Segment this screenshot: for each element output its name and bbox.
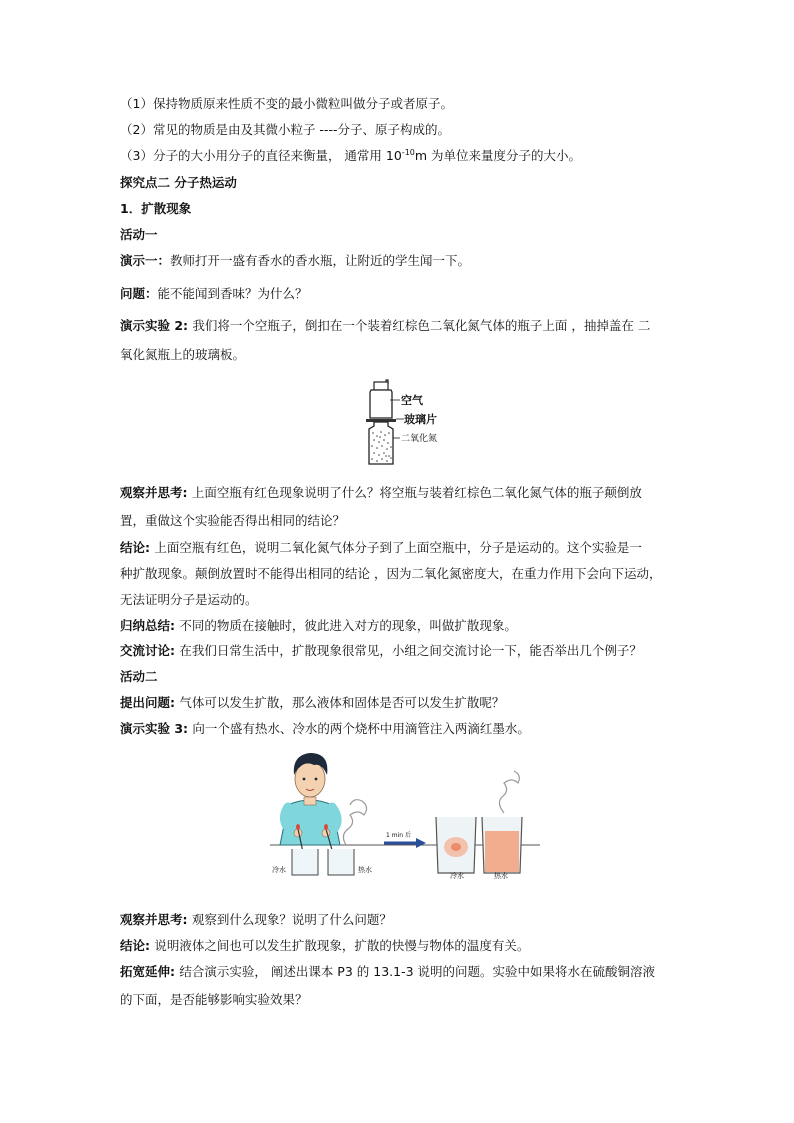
conclusion-1-line-3: 无法证明分子是运动的。 xyxy=(120,592,258,607)
label-hot-water-2: 热水 xyxy=(494,872,508,880)
demo-2-line-2: 氧化氮瓶上的玻璃板。 xyxy=(120,347,246,362)
activity-1-heading: 活动一 xyxy=(120,227,158,242)
discussion: 交流讨论: 在我们日常生活中，扩散现象很常见，小组之间交流讨论一下，能否举出几个例子？ xyxy=(120,643,642,658)
demo-3: 演示实验 3: 向一个盛有热水、冷水的两个烧杯中用滴管注入两滴红墨水。 xyxy=(120,721,530,736)
observe-2: 观察并思考: 观察到什么现象？说明了什么问题？ xyxy=(120,912,392,927)
text-line-1: （1）保持物质原来性质不变的最小微粒叫做分子或者原子。 xyxy=(120,96,453,111)
label-cold-water-2: 冷水 xyxy=(450,872,464,880)
text-line-2: （2）常见的物质是由及其微小粒子 ----分子、原子构成的。 xyxy=(120,122,450,137)
section-heading: 探究点二 分子热运动 xyxy=(120,175,237,190)
gas-diffusion-figure xyxy=(360,378,470,470)
arrow-right-icon xyxy=(416,838,426,848)
label-air: 空气 xyxy=(401,394,423,407)
observe-1-line-2: 置，重做这个实验能否得出相同的结论？ xyxy=(120,513,346,528)
activity-2-heading: 活动二 xyxy=(120,669,158,684)
label-glass-plate: 玻璃片 xyxy=(404,413,437,426)
demo-2-line-1: 演示实验 2: 我们将一个空瓶子，倒扣在一个装着红棕色二氧化氮气体的瓶子上面 ，抽掉盖在 二 xyxy=(120,318,651,333)
liquid-diffusion-figure xyxy=(270,745,540,880)
extension-line-2: 的下面，是否能够影响实验效果？ xyxy=(120,992,308,1007)
label-no2: 二氧化氮 xyxy=(401,434,438,444)
student-illustration xyxy=(280,753,340,845)
conclusion-1-line-1: 结论: 上面空瓶有红色，说明二氧化氮气体分子到了上面空瓶中，分子是运动的。这个实验是一 xyxy=(120,540,642,555)
question-2: 提出问题: 气体可以发生扩散，那么液体和固体是否可以发生扩散呢？ xyxy=(120,695,505,710)
label-time: 1 min 后 xyxy=(386,832,411,839)
conclusion-1-line-2: 种扩散现象。颠倒放置时不能得出相同的结论 ，因为二氧化氮密度大，在重力作用下会向下运动， xyxy=(120,566,662,581)
observe-1-line-1: 观察并思考: 上面空瓶有红色现象说明了什么？将空瓶与装着红棕色二氧化氮气体的瓶子颠倒放 xyxy=(120,485,642,500)
question-1: 问题：能不能闻到香味？为什么？ xyxy=(120,286,308,301)
extension-line-1: 拓宽延伸: 结合演示实验， 阐述出课本 P3 的 13.1-3 说明的问题。实验中如果将水在硫酸铜溶液 xyxy=(120,964,656,979)
text-line-3: （3）分子的大小用分子的直径来衡量， 通常用 $10^{-10}m$ 为单位来量度分子的大小。 xyxy=(120,148,582,163)
summary: 归纳总结: 不同的物质在接触时，彼此进入对方的现象，叫做扩散现象。 xyxy=(120,618,517,633)
conclusion-2: 结论: 说明液体之间也可以发生扩散现象，扩散的快慢与物体的温度有关。 xyxy=(120,938,530,953)
label-hot-water-1: 热水 xyxy=(358,866,372,874)
demo-1: 演示一：教师打开一盛有香水的香水瓶，让附近的学生闻一下。 xyxy=(120,253,471,268)
label-cold-water-1: 冷水 xyxy=(272,866,286,874)
subsection-heading: 1．扩散现象 xyxy=(120,201,192,216)
